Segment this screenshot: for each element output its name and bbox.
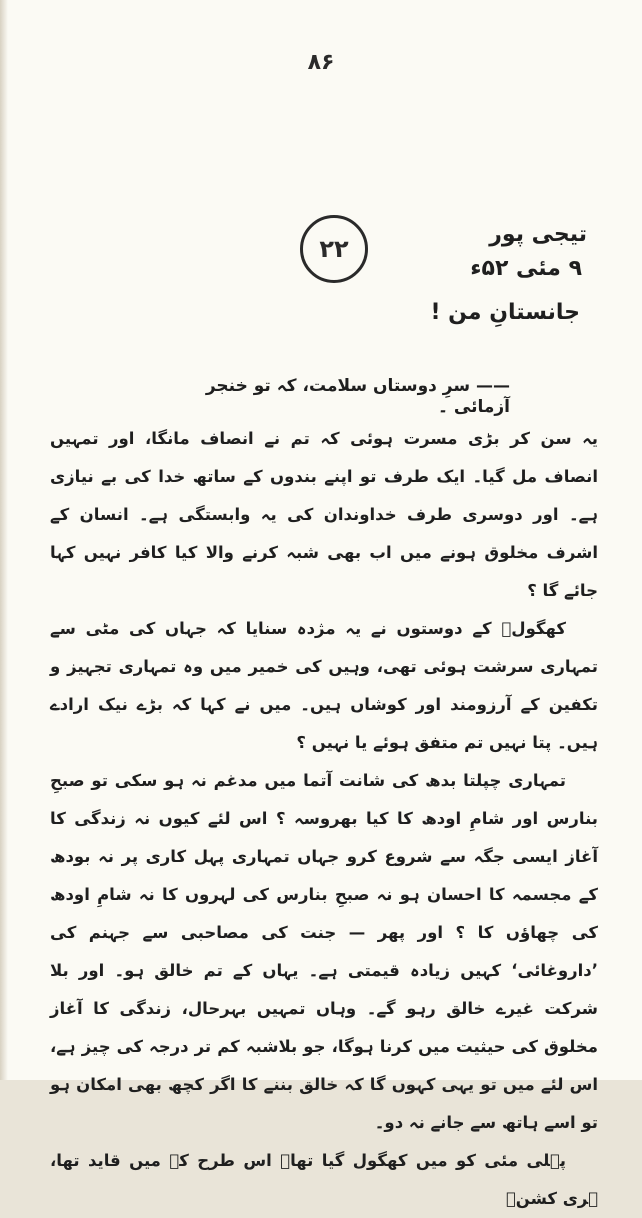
opening-couplet: —— سرِ دوستاں سلامت، کہ تو خنجر آزمائی ۔ [205,376,510,417]
letter-body [50,420,598,1218]
paragraph: کھگولؔ کے دوستوں نے یہ مژدہ سنایا کہ جہاں کی مٹی سے تمہاری سرشت ہوئی تھی، وہیں کی خمیر میں وہ تمہاری تجہیز و تکفین کے آرزومند اور کوشاں ہیں۔ میں نے کہا کہ بڑے نیک ارادے ہیں۔ پتا نہیں تم متفق ہوئے یا نہیں ؟ [50,619,598,752]
paragraph: تمہاری چپلتا بدھ کی شانت آتما میں مدغم نہ ہو سکی تو صبحِ بنارس اور شامِ اودھ کا کیا بھروسہ ؟ اس لئے کیوں نہ زندگی کا آغاز ایسی جگہ سے شروع کرو جہاں تمہاری پہل کاری پر نہ بودھ کے مجسمہ کا احسان ہو نہ صبحِ بنارس کی لہروں کا نہ شامِ اودھ کی چھاؤں کا ؟ اور پھر — جنت کی مصاحبی سے جہنم کی ’داروغائی‘ کہیں زیادہ قیمتی ہے۔ یہاں کے تم خالق ہو۔ اور بلا شرکت غیرے خالق رہو گے۔ وہاں تمہیں بہرحال، زندگی کا آغاز مخلوق کی حیثیت میں کرنا ہوگا، جو بلاشبہ کم تر درجہ کی چیز ہے، اس لئے میں تو یہی کہوں گا کہ خالق بننے کا اگر کچھ بھی امکان ہو تو اسے ہاتھ سے جانے نہ دو۔ [50,771,598,1132]
page-edge-shadow [0,0,8,1080]
paragraph: پہلی مئی کو میں کھگول گیا تھا۔ اس طرح کہ میں قاید تھا، ہری کشنؔ [50,1151,598,1208]
paragraph: یہ سن کر بڑی مسرت ہوئی کہ تم نے انصاف مانگا، اور تمہیں انصاف مل گیا۔ ایک طرف تو اپنے بندوں کے ساتھ خدا کی بے نیازی ہے۔ اور دوسری طرف خداوندان کی یہ وابستگی ہے۔ انسان کے اشرف مخلوق ہونے میں اب بھی شبہ کرنے والا کیا کافر نہیں کہا جائے گا ؟ [50,429,598,600]
letter-salutation: جانستانِ من ! [430,300,580,325]
page-number: ۸۶ [307,50,335,75]
letter-place: تیجی پور [489,222,587,247]
letter-number-circle [300,215,368,283]
letter-date: ۹ مئی ۵۲ء [470,256,582,281]
letter-number: ۲۲ [319,235,349,263]
